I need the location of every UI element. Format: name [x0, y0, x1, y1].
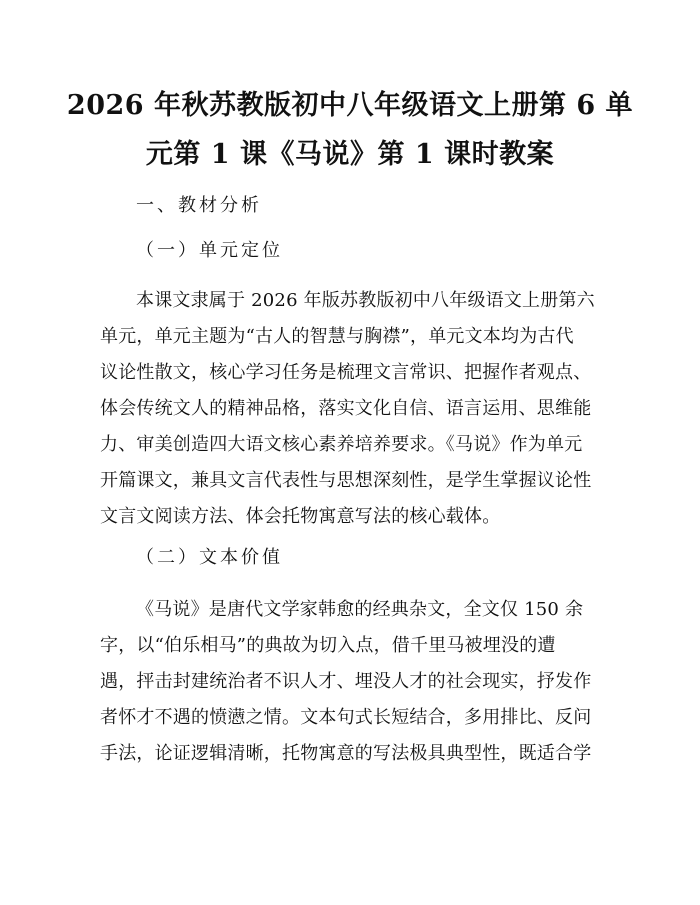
document-title-line-2: 元第 1 课《马说》第 1 课时教案 [145, 139, 555, 170]
paragraph-2-line: 手法，论证逻辑清晰，托物寓意的写法极具典型性，既适合学 [100, 743, 592, 764]
paragraph-2-line: 《马说》是唐代文学家韩愈的经典杂文，全文仅 150 余 [136, 599, 584, 620]
paragraph-1-line: 议论性散文，核心学习任务是梳理文言常识、把握作者观点、 [100, 362, 592, 383]
paragraph-1-line: 体会传统文人的精神品格，落实文化自信、语言运用、思维能 [100, 398, 592, 419]
paragraph-2-line: 字，以“伯乐相马”的典故为切入点，借千里马被埋没的遭 [100, 635, 556, 656]
paragraph-1-line: 本课文隶属于 2026 年版苏教版初中八年级语文上册第六 [136, 290, 595, 311]
paragraph-1-line: 力、审美创造四大语文核心素养培养要求。《马说》作为单元 [100, 434, 583, 455]
section-heading-textbook-analysis: 一、教材分析 [136, 195, 262, 216]
paragraph-1-line: 单元，单元主题为“古人的智慧与胸襟”，单元文本均为古代 [100, 326, 574, 347]
paragraph-1-line: 开篇课文，兼具文言代表性与思想深刻性，是学生掌握议论性 [100, 470, 592, 491]
paragraph-2-line: 者怀才不遇的愤懑之情。文本句式长短结合，多用排比、反问 [100, 707, 592, 728]
subsection-heading-text-value: （二）文本价值 [136, 547, 283, 568]
paragraph-2-line: 遇，抨击封建统治者不识人才、埋没人才的社会现实，抒发作 [100, 671, 592, 692]
subsection-heading-unit-positioning: （一）单元定位 [136, 240, 283, 261]
document-title-line-1: 2026 年秋苏教版初中八年级语文上册第 6 单 [66, 90, 634, 121]
paragraph-1-line: 文言文阅读方法、体会托物寓意写法的核心载体。 [100, 506, 501, 527]
